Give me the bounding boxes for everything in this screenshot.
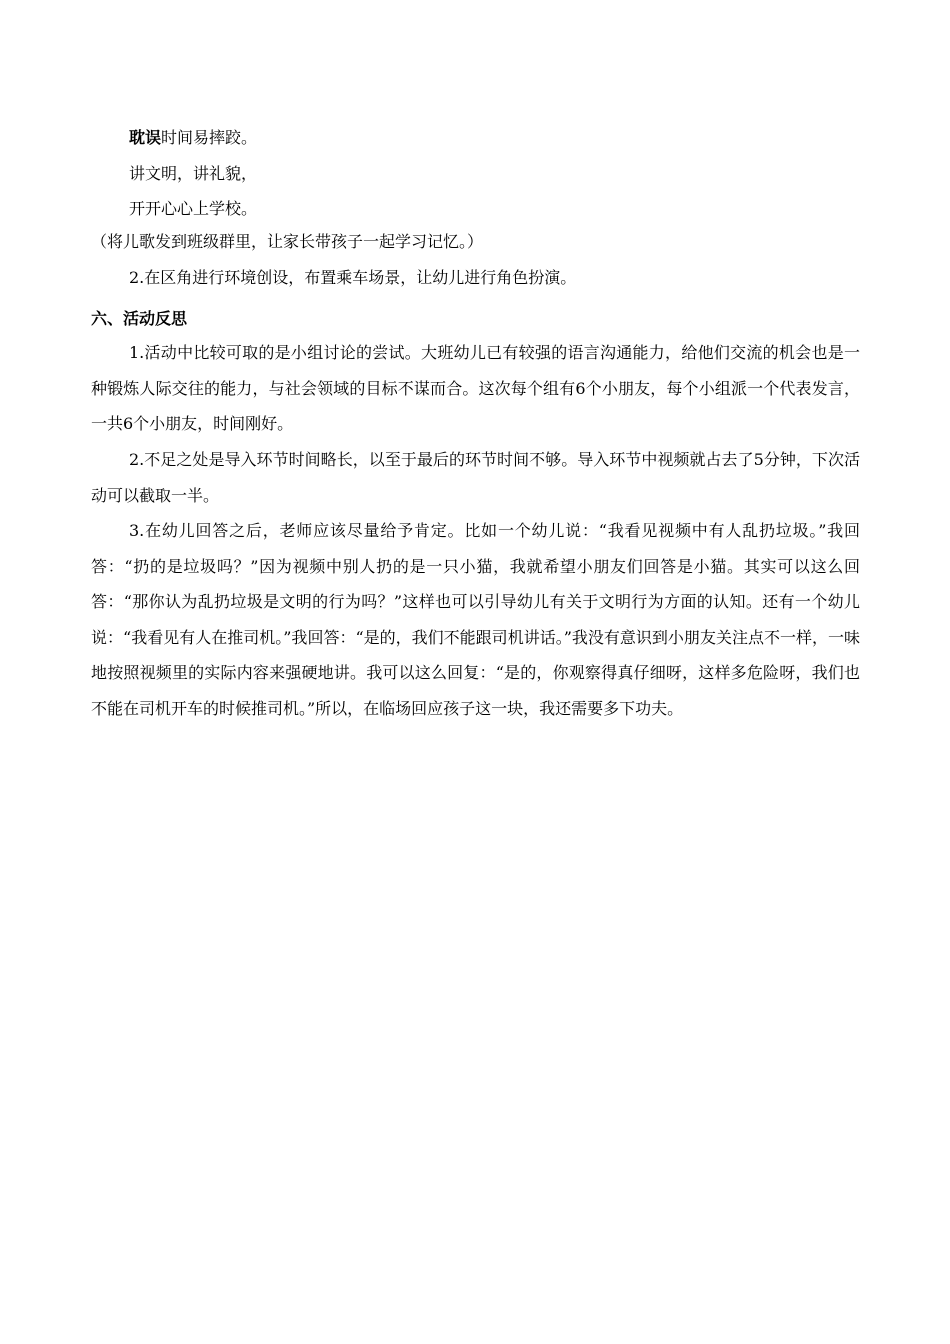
reflection-paragraph-2: 2.不足之处是导入环节时间略长，以至于最后的环节时间不够。导入环节中视频就占去了5分钟，下次活动可以截取一半。 [91, 450, 860, 505]
extension-item-2: 2.在区角进行环境创设，布置乘车场景，让幼儿进行角色扮演。 [129, 268, 577, 287]
poem-line-1 [129, 128, 257, 148]
poem-line-2: 讲文明，讲礼貌， [129, 164, 258, 183]
poem-line-1-rest: 时间易摔跤。 [161, 128, 258, 147]
poem-line-3: 开开心心上学校。 [129, 199, 258, 218]
parent-note: （将儿歌发到班级群里，让家长带孩子一起学习记忆。） [91, 232, 484, 251]
section-heading-reflection: 六、活动反思 [91, 309, 188, 328]
reflection-paragraph-3: 3.在幼儿回答之后，老师应该尽量给予肯定。比如一个幼儿说：“我看见视频中有人乱扔垃圾。”我回答：“扔的是垃圾吗？”因为视频中别人扔的是一只小猫，我就希望小朋友们回答是小猫。其实可以这么回答：“那你认为乱扔垃圾是文明的行为吗？”这样也可以引导幼儿有关于文明行为方面的认知。还有一个幼儿说：“我看见有人在推司机。”我回答：“是的，我们不能跟司机讲话。”我没有意识到小朋友关注点不一样，一味地按照视频里的实际内容来强硬地讲。我可以这么回复：“是的，你观察得真仔细呀，这样多危险呀，我们也不能在司机开车的时候推司机。”所以，在临场回应孩子这一块，我还需要多下功夫。 [91, 521, 860, 718]
reflection-paragraph-1: 1.活动中比较可取的是小组讨论的尝试。大班幼儿已有较强的语言沟通能力，给他们交流的机会也是一种锻炼人际交往的能力，与社会领域的目标不谋而合。这次每个组有6个小朋友，每个小组派一个代表发言，一共6个小朋友，时间刚好。 [91, 343, 860, 433]
poem-line-1-bold: 耽误 [129, 128, 162, 147]
